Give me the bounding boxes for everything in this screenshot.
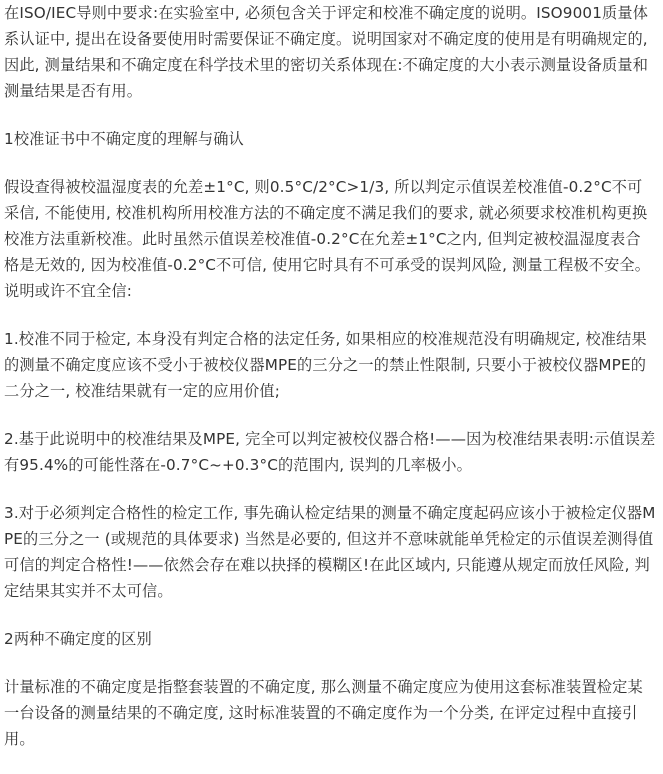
paragraph-point-2: 2.基于此说明中的校准结果及MPE, 完全可以判定被校仪器合格!——因为校准结果表明:示值误差有95.4%的可能性落在-0.7°C~+0.3°C的范围内, 误判的几率极小。 [4,430,656,474]
paragraph-intro: 在ISO/IEC导则中要求:在实验室中, 必须包含关于评定和校准不确定度的说明。ISO9001质量体系认证中, 提出在设备要使用时需要保证不确定度。说明国家对不确定度的使用是有明确规定的, 因此, 测量结果和不确定度在科学技术里的密切关系体现在:不确定度的大小表示测量设备质量和测量结果是否有用。 [4,4,649,100]
section-heading-2: 2两种不确定度的区别 [4,630,152,648]
paragraph-calibration-example: 假设查得被校温湿度表的允差±1°C, 则0.5°C/2°C>1/3, 所以判定示值误差校准值-0.2°C不可采信, 不能使用, 校准机构所用校准方法的不确定度不满足我们的要求, 就必须要求校准机构更换校准方法重新校准。此时虽然示值误差校准值-0.2°C在允差±1°C之内, 但判定被校温湿度表合格是无效的, 因为校准值-0.2°C不可信, 使用它时具有不可承受的误判风险, 测量工程极不安全。说明或许不宜全信: [4,178,651,300]
article-body [4,0,656,774]
section-heading-1: 1校准证书中不确定度的理解与确认 [4,130,244,148]
paragraph-point-1: 1.校准不同于检定, 本身没有判定合格的法定任务, 如果相应的校准规范没有明确规定, 校准结果的测量不确定度应该不受小于被校仪器MPE的三分之一的禁止性限制, 只要小于被校仪器MPE的二分之一, 校准结果就有一定的应用价值; [4,330,647,400]
paragraph-difference: 计量标准的不确定度是指整套装置的不确定度, 那么测量不确定度应为使用这套标准装置检定某一台设备的测量结果的不确定度, 这时标准装置的不确定度作为一个分类, 在评定过程中直接引用。 [4,678,643,748]
paragraph-point-3: 3.对于必须判定合格性的检定工作, 事先确认检定结果的测量不确定度起码应该小于被检定仪器MPE的三分之一 (或规范的具体要求) 当然是必要的, 但这并不意味就能单凭检定的示值误差测得值可信的判定合格性!——依然会存在难以抉择的模糊区!在此区域内, 只能遵从规定而放任风险, 判定结果其实并不太可信。 [4,504,656,600]
